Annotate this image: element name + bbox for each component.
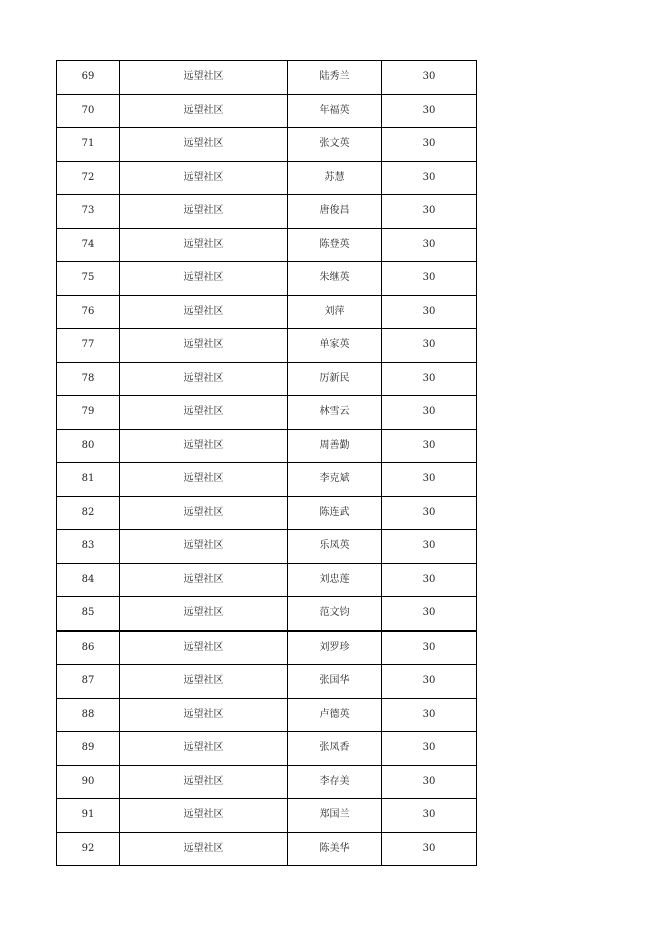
row-number-cell: 89 [57,732,120,766]
name-cell: 陈登英 [288,228,382,262]
community-cell: 远望社区 [120,765,288,799]
row-number-cell: 79 [57,396,120,430]
name-cell: 年福英 [288,94,382,128]
row-number-cell: 71 [57,128,120,162]
name-cell: 陈美华 [288,832,382,866]
community-cell: 远望社区 [120,195,288,229]
amount-cell: 30 [382,94,477,128]
table-row [57,429,477,463]
name-cell: 厉新民 [288,362,382,396]
community-cell: 远望社区 [120,563,288,597]
table-row [57,665,477,699]
community-cell: 远望社区 [120,530,288,564]
row-number-cell: 92 [57,832,120,866]
row-number-cell: 74 [57,228,120,262]
table-row [57,396,477,430]
community-cell: 远望社区 [120,631,288,665]
name-cell: 单家英 [288,329,382,363]
amount-cell: 30 [382,765,477,799]
table-row [57,262,477,296]
name-cell: 朱继英 [288,262,382,296]
table-row [57,496,477,530]
community-cell: 远望社区 [120,496,288,530]
table-row [57,362,477,396]
amount-cell: 30 [382,161,477,195]
row-number-cell: 80 [57,429,120,463]
amount-cell: 30 [382,698,477,732]
amount-cell: 30 [382,563,477,597]
row-number-cell: 84 [57,563,120,597]
amount-cell: 30 [382,429,477,463]
row-number-cell: 78 [57,362,120,396]
name-cell: 张文英 [288,128,382,162]
community-cell: 远望社区 [120,295,288,329]
name-cell: 张凤香 [288,732,382,766]
row-number-cell: 91 [57,799,120,833]
roster-body [57,61,477,866]
name-cell: 陆秀兰 [288,61,382,95]
community-cell: 远望社区 [120,463,288,497]
name-cell: 刘忠莲 [288,563,382,597]
table-row [57,295,477,329]
name-cell: 周善勤 [288,429,382,463]
amount-cell: 30 [382,832,477,866]
community-cell: 远望社区 [120,128,288,162]
community-cell: 远望社区 [120,228,288,262]
amount-cell: 30 [382,61,477,95]
table-row [57,698,477,732]
community-cell: 远望社区 [120,262,288,296]
table-row [57,765,477,799]
community-cell: 远望社区 [120,94,288,128]
community-cell: 远望社区 [120,799,288,833]
community-cell: 远望社区 [120,597,288,631]
name-cell: 张国华 [288,665,382,699]
amount-cell: 30 [382,195,477,229]
community-cell: 远望社区 [120,698,288,732]
name-cell: 范文钧 [288,597,382,631]
amount-cell: 30 [382,732,477,766]
name-cell: 乐凤英 [288,530,382,564]
name-cell: 陈连武 [288,496,382,530]
row-number-cell: 83 [57,530,120,564]
name-cell: 唐俊昌 [288,195,382,229]
amount-cell: 30 [382,228,477,262]
table-row [57,530,477,564]
row-number-cell: 88 [57,698,120,732]
row-number-cell: 76 [57,295,120,329]
table-row [57,94,477,128]
table-row [57,732,477,766]
amount-cell: 30 [382,597,477,631]
roster-table [56,60,477,866]
amount-cell: 30 [382,631,477,665]
amount-cell: 30 [382,329,477,363]
row-number-cell: 70 [57,94,120,128]
row-number-cell: 73 [57,195,120,229]
amount-cell: 30 [382,262,477,296]
community-cell: 远望社区 [120,396,288,430]
community-cell: 远望社区 [120,832,288,866]
table-row [57,799,477,833]
community-cell: 远望社区 [120,329,288,363]
amount-cell: 30 [382,362,477,396]
community-cell: 远望社区 [120,429,288,463]
row-number-cell: 87 [57,665,120,699]
name-cell: 卢德英 [288,698,382,732]
table-row [57,631,477,665]
community-cell: 远望社区 [120,61,288,95]
table-row [57,161,477,195]
row-number-cell: 90 [57,765,120,799]
name-cell: 刘萍 [288,295,382,329]
name-cell: 郑国兰 [288,799,382,833]
row-number-cell: 72 [57,161,120,195]
community-cell: 远望社区 [120,161,288,195]
row-number-cell: 77 [57,329,120,363]
row-number-cell: 82 [57,496,120,530]
row-number-cell: 81 [57,463,120,497]
amount-cell: 30 [382,496,477,530]
table-row [57,832,477,866]
amount-cell: 30 [382,463,477,497]
amount-cell: 30 [382,799,477,833]
table-row [57,563,477,597]
row-number-cell: 69 [57,61,120,95]
name-cell: 李克斌 [288,463,382,497]
community-cell: 远望社区 [120,732,288,766]
amount-cell: 30 [382,128,477,162]
name-cell: 林雪云 [288,396,382,430]
table-row [57,61,477,95]
amount-cell: 30 [382,396,477,430]
row-number-cell: 75 [57,262,120,296]
row-number-cell: 85 [57,597,120,631]
table-row [57,329,477,363]
amount-cell: 30 [382,665,477,699]
table-row [57,128,477,162]
community-cell: 远望社区 [120,362,288,396]
row-number-cell: 86 [57,631,120,665]
name-cell: 刘罗珍 [288,631,382,665]
table-row [57,228,477,262]
table-row [57,195,477,229]
table-row [57,597,477,631]
amount-cell: 30 [382,530,477,564]
table-row [57,463,477,497]
name-cell: 李存美 [288,765,382,799]
amount-cell: 30 [382,295,477,329]
name-cell: 苏慧 [288,161,382,195]
community-cell: 远望社区 [120,665,288,699]
